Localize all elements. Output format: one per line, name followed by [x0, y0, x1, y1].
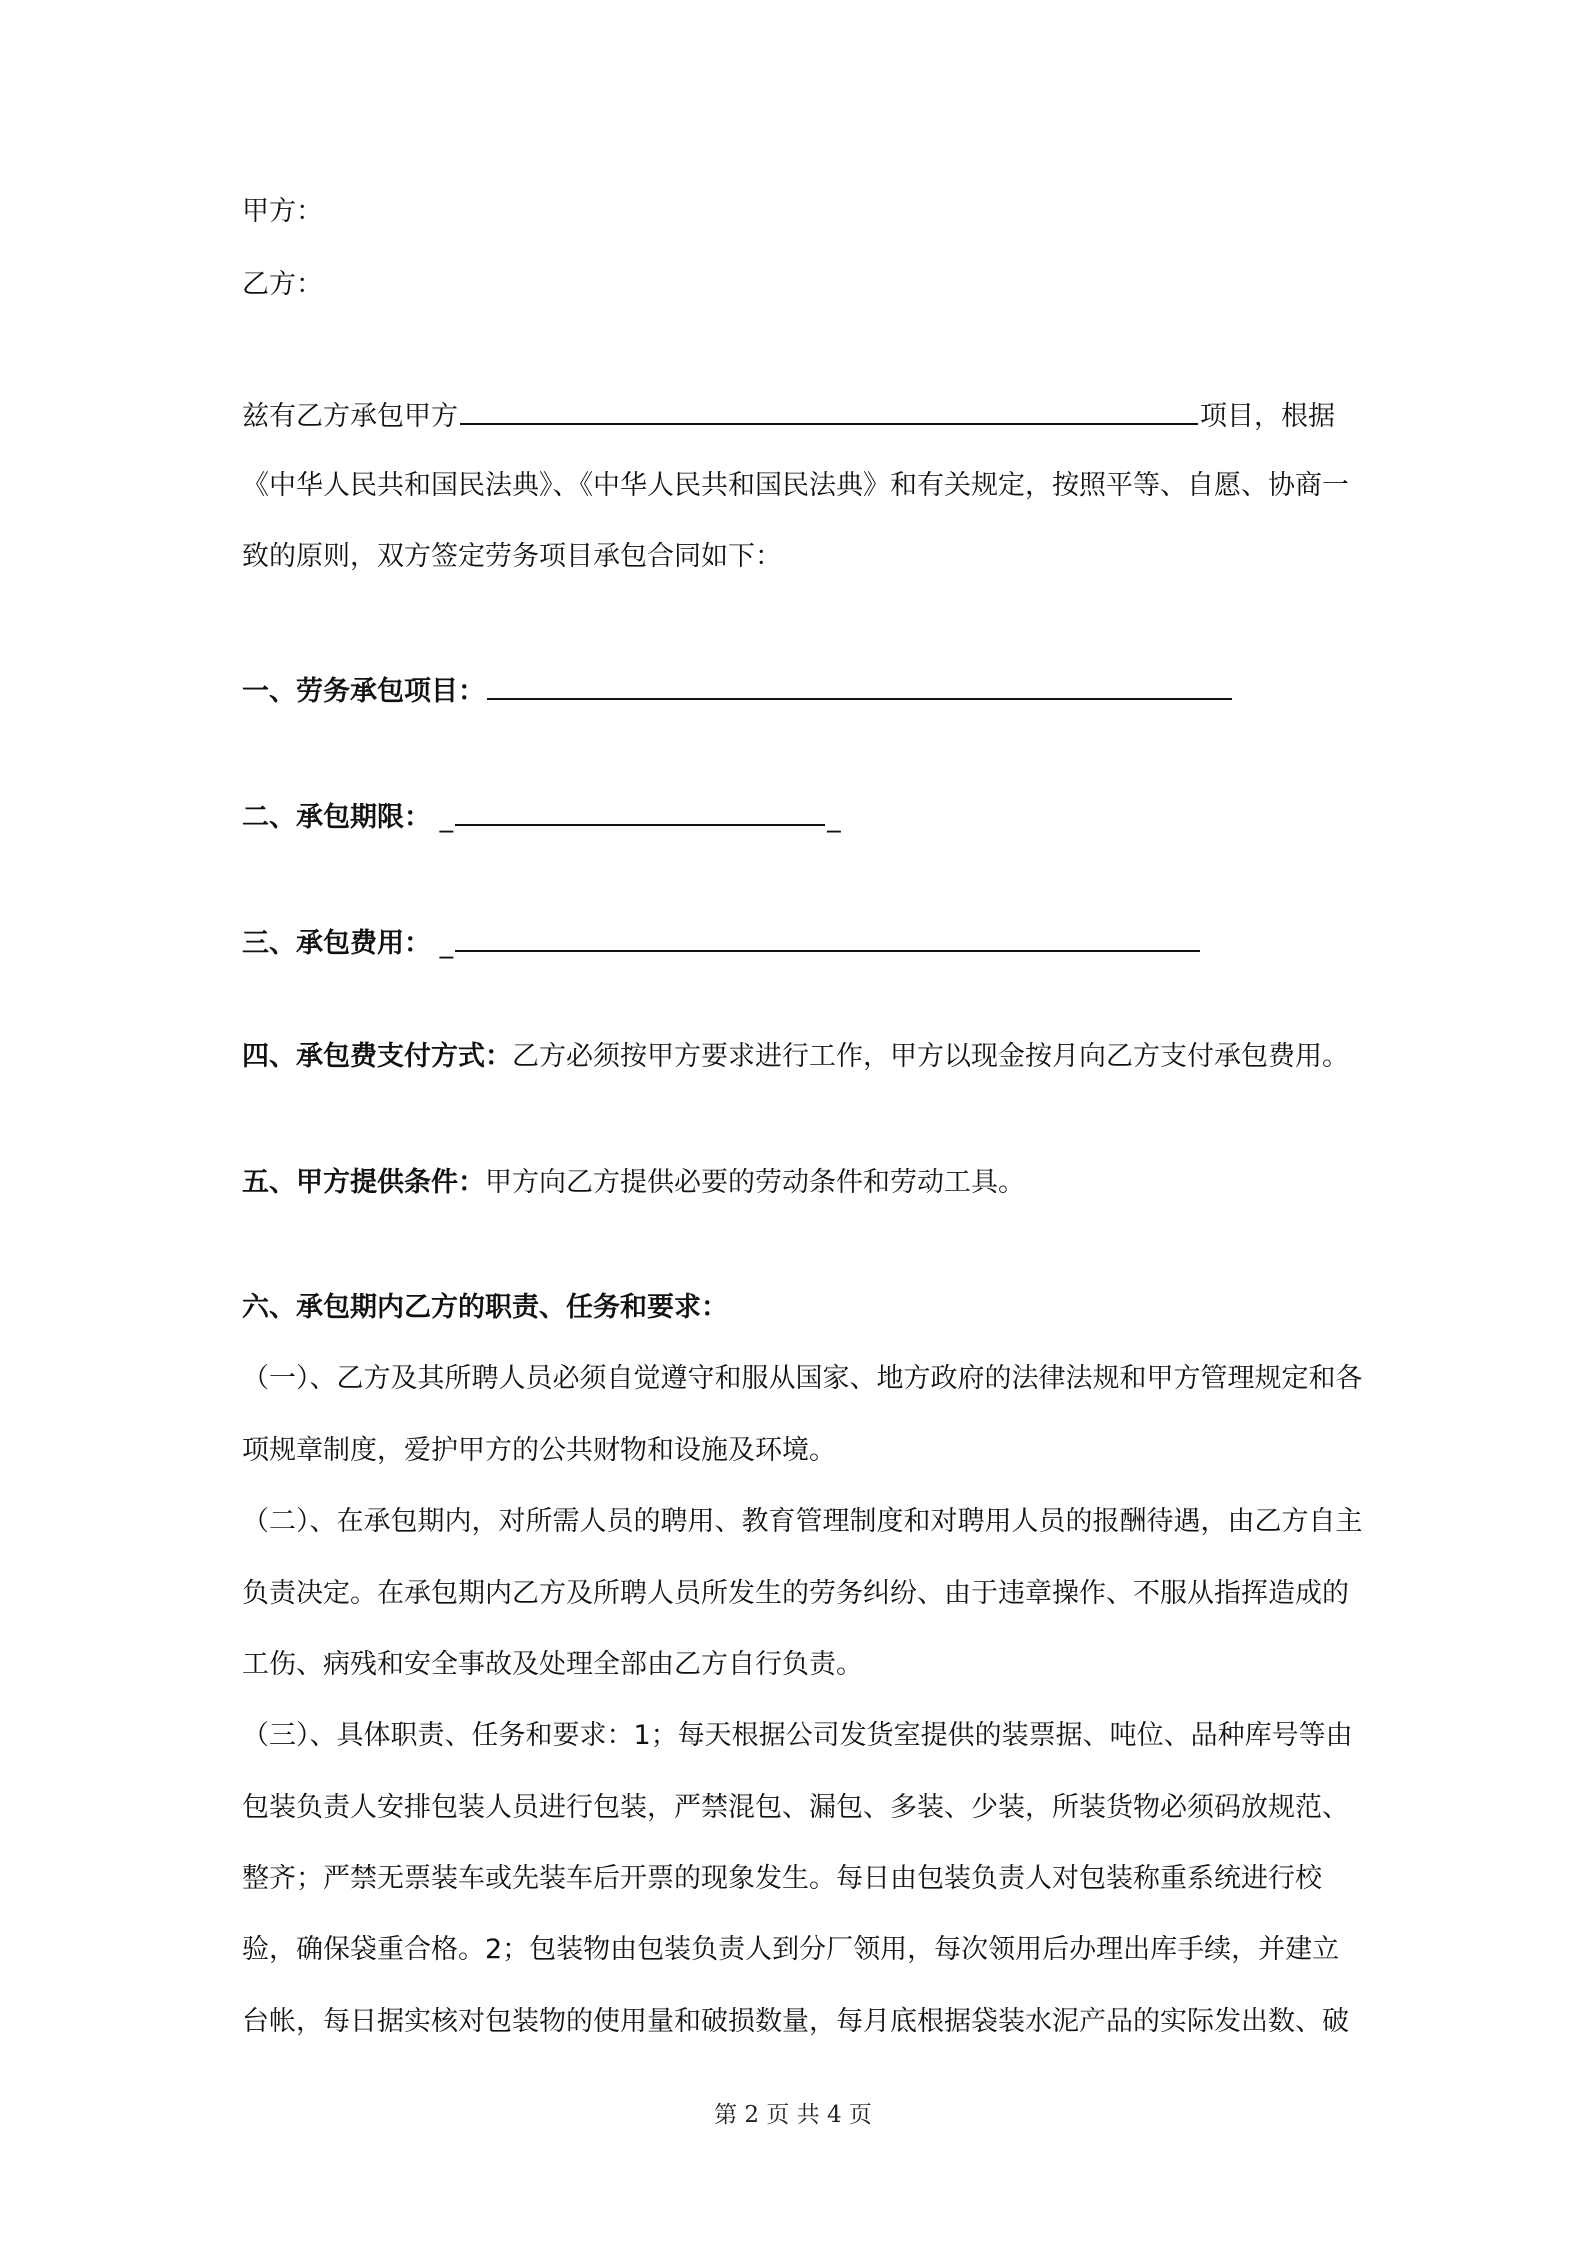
section-6-para-2-line-1: （二）、在承包期内，对所需人员的聘用、教育管理制度和对聘用人员的报酬待遇，由乙方自主: [242, 1506, 1363, 1537]
section-6-para-1-line-2: 项规章制度，爱护甲方的公共财物和设施及环境。: [242, 1435, 836, 1466]
section-5-text: 甲方向乙方提供必要的劳动条件和劳动工具。: [485, 1167, 1025, 1198]
section-6-para-3-line-4: 验，确保袋重合格。2；包装物由包装负责人到分厂领用，每次领用后办理出库手续，并建立: [242, 1934, 1340, 1965]
section-4-heading: 四、承包费支付方式：: [242, 1041, 512, 1072]
section-6-para-3-line-5: 台帐，每日据实核对包装物的使用量和破损数量，每月底根据袋装水泥产品的实际发出数、破: [242, 2006, 1349, 2037]
section-6-heading: 六、承包期内乙方的职责、任务和要求：: [242, 1292, 728, 1323]
section-4: [242, 1037, 1349, 1077]
section-2-prefix: _: [439, 802, 454, 833]
section-6-para-1-line-1: （一）、乙方及其所聘人员必须自觉遵守和服从国家、地方政府的法律法规和甲方管理规定和各: [242, 1363, 1363, 1394]
section-3: [242, 922, 1202, 964]
project-name-blank: [460, 395, 1198, 425]
intro-line-3: 致的原则，双方签定劳务项目承包合同如下：: [242, 541, 782, 572]
section-6-para-3-line-2: 包装负责人安排包装人员进行包装，严禁混包、漏包、多装、少装，所装货物必须码放规范、: [242, 1792, 1349, 1823]
section-1-blank: [487, 670, 1232, 700]
intro-line-1: [242, 395, 1335, 437]
section-1: [242, 670, 1234, 712]
intro-text-start: 兹有乙方承包甲方: [242, 401, 458, 432]
party-a-label: 甲方：: [242, 196, 323, 227]
section-6-para-2-line-2: 负责决定。在承包期内乙方及所聘人员所发生的劳务纠纷、由于违章操作、不服从指挥造成的: [242, 1578, 1349, 1609]
section-2: [242, 796, 841, 838]
section-3-heading: 三、承包费用：: [242, 928, 431, 959]
page-footer: 第 2 页 共 4 页: [714, 2102, 872, 2128]
intro-text-end: 项目，根据: [1200, 401, 1335, 432]
section-6-para-3-line-3: 整齐；严禁无票装车或先装车后开票的现象发生。每日由包装负责人对包装称重系统进行校: [242, 1863, 1322, 1894]
section-5-heading: 五、甲方提供条件：: [242, 1167, 485, 1198]
section-6-para-3-line-1: （三）、具体职责、任务和要求：1；每天根据公司发货室提供的装票据、吨位、品种库号等由: [242, 1720, 1353, 1751]
section-3-prefix: _: [439, 928, 454, 959]
section-2-heading: 二、承包期限：: [242, 802, 431, 833]
section-2-blank: [455, 796, 825, 826]
section-6-para-2-line-3: 工伤、病残和安全事故及处理全部由乙方自行负责。: [242, 1649, 863, 1680]
party-b-label: 乙方：: [242, 269, 323, 300]
section-3-blank: [455, 922, 1200, 952]
section-1-heading: 一、劳务承包项目：: [242, 676, 485, 707]
section-2-suffix: _: [827, 802, 841, 833]
intro-line-2: 《中华人民共和国民法典》、《中华人民共和国民法典》和有关规定，按照平等、自愿、协商一: [242, 470, 1349, 501]
section-4-text: 乙方必须按甲方要求进行工作，甲方以现金按月向乙方支付承包费用。: [512, 1041, 1349, 1072]
section-5: [242, 1163, 1025, 1203]
